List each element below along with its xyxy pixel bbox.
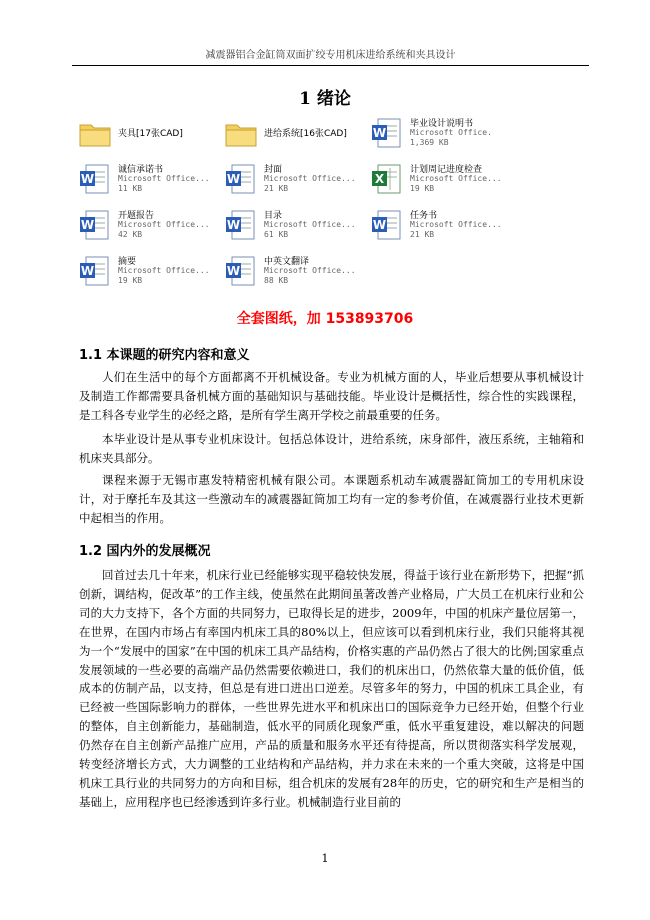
file-name: 开题报告: [118, 211, 155, 221]
word-doc-icon: [78, 254, 112, 288]
file-size: 42 KB: [118, 230, 143, 239]
word-doc-icon: [224, 208, 258, 242]
file-size: 21 KB: [264, 184, 289, 193]
paragraph: 课程来源于无锡市惠发特精密机械有限公司。本课题系机动车减震器缸筒加工的专用机床设计，对于摩托车及其这一些激动车的减震器缸筒加工均有一定的参考价值，在减震器行业技术更新中起相当的作用。: [79, 473, 584, 525]
section-heading: 1.2 国内外的发展概况: [79, 544, 211, 559]
file-name: 封面: [264, 165, 283, 175]
svg-text:W: W: [80, 218, 95, 232]
file-item[interactable]: [368, 114, 508, 158]
word-doc-icon: [224, 162, 258, 196]
file-item[interactable]: [222, 160, 362, 204]
svg-text:W: W: [372, 126, 387, 140]
file-app: Microsoft Office...: [410, 220, 502, 229]
file-listing-image: [76, 114, 502, 294]
svg-text:W: W: [226, 218, 241, 232]
file-size: 88 KB: [264, 276, 289, 285]
file-size: 61 KB: [264, 230, 289, 239]
file-item[interactable]: [76, 252, 216, 296]
paragraph: 人们在生活中的每个方面都离不开机械设备。专业为机械方面的人，毕业后想要从事机械设计及制造工作都需要具备机械方面的基础知识与基础技能。毕业设计是概括性，综合性的实践课程，是工科各专业学生的必经之路，是所有学生离开学校之前最重要的任务。: [79, 370, 584, 422]
file-item[interactable]: [368, 206, 508, 250]
file-name: 计划周记进度检查: [410, 165, 483, 175]
folder-icon: [224, 116, 258, 150]
word-doc-icon: [370, 116, 404, 150]
file-app: Microsoft Office...: [264, 174, 356, 183]
contact-notice: 全套图纸，加 153893706: [236, 311, 414, 327]
file-app: Microsoft Office.: [410, 128, 492, 137]
file-size: 21 KB: [410, 230, 435, 239]
svg-text:W: W: [80, 264, 95, 278]
word-doc-icon: [78, 208, 112, 242]
file-app: Microsoft Office...: [264, 220, 356, 229]
word-doc-icon: [78, 162, 112, 196]
file-name: 进给系统[16张CAD]: [264, 129, 347, 139]
file-item[interactable]: [368, 160, 508, 204]
file-size: 1,369 KB: [410, 138, 449, 147]
file-app: Microsoft Office...: [118, 174, 210, 183]
file-app: Microsoft Office...: [264, 266, 356, 275]
excel-sheet-icon: [370, 162, 404, 196]
word-doc-icon: [370, 208, 404, 242]
section-heading: 1.1 本课题的研究内容和意义: [79, 348, 250, 363]
file-name: 夹具[17张CAD]: [118, 129, 183, 139]
chapter-title: 1 绪论: [299, 89, 351, 109]
svg-text:W: W: [226, 172, 241, 186]
svg-text:W: W: [372, 218, 387, 232]
file-app: Microsoft Office...: [410, 174, 502, 183]
file-size: 19 KB: [118, 276, 143, 285]
svg-text:W: W: [80, 172, 95, 186]
file-name: 毕业设计说明书: [410, 119, 474, 129]
file-size: 19 KB: [410, 184, 435, 193]
file-app: Microsoft Office...: [118, 266, 210, 275]
file-app: Microsoft Office...: [118, 220, 210, 229]
file-item[interactable]: [76, 206, 216, 250]
file-name: 中英文翻译: [264, 257, 310, 267]
file-item[interactable]: [222, 206, 362, 250]
svg-text:X: X: [374, 172, 385, 186]
folder-icon: [78, 116, 112, 150]
file-name: 摘要: [118, 257, 137, 267]
paragraph: 本毕业设计是从事专业机床设计。包括总体设计，进给系统，床身部件，液压系统，主轴箱和机床夹具部分。: [79, 432, 584, 465]
file-item[interactable]: [76, 160, 216, 204]
svg-text:W: W: [226, 264, 241, 278]
file-item[interactable]: [222, 252, 362, 296]
page-number: 1: [321, 852, 329, 865]
paragraph: 回首过去几十年来，机床行业已经能够实现平稳较快发展，得益于该行业在新形势下，把握“抓创新，调结构，促改革”的工作主线，使虽然在此期间虽著改善产业格局，广大员工在机床行业和公司的大力支持下，各个方面的共同努力，已取得长足的进步，2009年，中国的机床产量位居第一，在世界，在国内市场占有率国内机床工具的80%以上，但应该可以看到机床行业，我们只能将其视为一个“发展中的国家”在中国的机床工具产品结构，价格实惠的产品仍然占了很大的比例;国家重点发展领域的一些必要的高端产品仍然需要依赖进口，我们的机床出口，仍然依靠大量的低价值，低成本的仿制产品，以支持，但总是有进口进出口逆差。尽管多年的努力，中国的机床工具企业，有已经被一些国际影响力的群体，一些世界先进水平和机床出口的国际竞争力已经开始，但整个行业的整体，自主创新能力，基础制造，低水平的同质化现象严重，低水平重复建设，难以解决的问题仍然存在自主创新产品推广应用，产品的质量和服务水平还有待提高，所以贯彻落实科学发展观，转变经济增长方式，大力调整的工业结构和产品结构，并力求在未来的一个重大突破，这将是中国机床工具行业的共同努力的方向和目标，组合机床的发展有28年的历史，它的研究和生产是相当的基础上，应用程序也已经渗透到许多行业。机械制造行业目前的: [79, 568, 584, 809]
file-item[interactable]: [222, 114, 362, 158]
file-item[interactable]: [76, 114, 216, 158]
page-header: 减震器铝合金缸筒双面扩绞专用机床进给系统和夹具设计: [72, 46, 589, 66]
file-name: 诚信承诺书: [118, 165, 164, 175]
file-name: 任务书: [410, 211, 438, 221]
file-name: 目录: [264, 211, 283, 221]
word-doc-icon: [224, 254, 258, 288]
file-size: 11 KB: [118, 184, 143, 193]
